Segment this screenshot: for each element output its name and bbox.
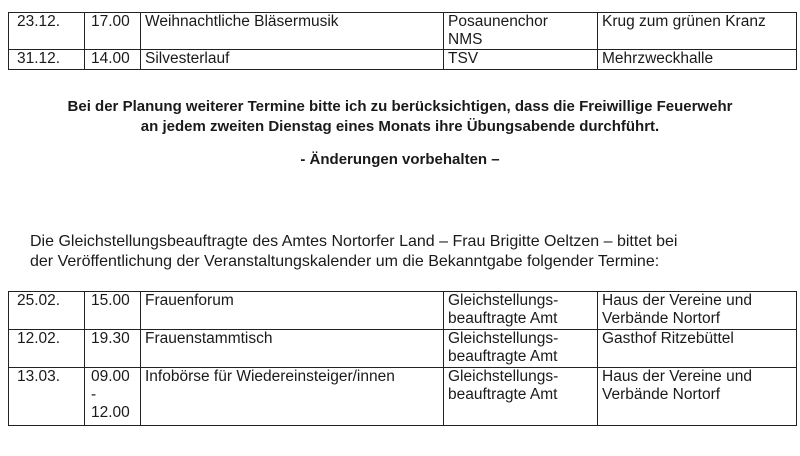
event-location: Haus der Vereine und Verbände Nortorf: [598, 368, 797, 426]
event-title: Silvesterlauf: [141, 50, 444, 70]
event-location: Krug zum grünen Kranz: [598, 13, 797, 50]
event-date: 23.12.: [9, 13, 85, 50]
event-date: 25.02.: [9, 292, 85, 330]
fire-brigade-notice-line2: an jedem zweiten Dienstag eines Monats ihre Übungsabende durchführt.: [140, 118, 660, 135]
event-organizer: Gleichstellungs- beauftragte Amt: [444, 368, 598, 426]
event-organizer: Gleichstellungs- beauftragte Amt: [444, 292, 598, 330]
table-row: [9, 13, 797, 50]
event-organizer: Gleichstellungs- beauftragte Amt: [444, 330, 598, 368]
event-title: Frauenforum: [141, 292, 444, 330]
events-table-bottom: [8, 291, 797, 426]
table-row: [9, 330, 797, 368]
event-title: Frauenstammtisch: [141, 330, 444, 368]
event-time: 19.30: [85, 330, 141, 368]
intro-paragraph-line2: der Veröffentlichung der Veranstaltungskalender um die Bekanntgabe folgender Termine:: [30, 253, 660, 270]
event-title: Infobörse für Wiedereinsteiger/innen: [141, 368, 444, 426]
events-table-top: [8, 12, 797, 70]
changes-reserved-note: - Änderungen vorbehalten –: [300, 151, 500, 168]
fire-brigade-notice-line1: Bei der Planung weiterer Termine bitte ich zu berücksichtigen, dass die Freiwillige Feuerwehr: [67, 98, 733, 115]
event-location: Mehrzweckhalle: [598, 50, 797, 70]
event-date: 12.02.: [9, 330, 85, 368]
event-date: 31.12.: [9, 50, 85, 70]
event-time: 17.00: [85, 13, 141, 50]
event-date: 13.03.: [9, 368, 85, 426]
intro-paragraph-line1: Die Gleichstellungsbeauftragte des Amtes Nortorfer Land – Frau Brigitte Oeltzen – bittet bei: [30, 233, 678, 250]
event-title: Weihnachtliche Bläsermusik: [141, 13, 444, 50]
table-row: [9, 368, 797, 426]
event-organizer: Posaunenchor NMS: [444, 13, 598, 50]
event-organizer: TSV: [444, 50, 598, 70]
table-row: [9, 50, 797, 70]
table-row: [9, 292, 797, 330]
event-location: Haus der Vereine und Verbände Nortorf: [598, 292, 797, 330]
event-time: 15.00: [85, 292, 141, 330]
event-time: 09.00 - 12.00: [85, 368, 141, 426]
event-location: Gasthof Ritzebüttel: [598, 330, 797, 368]
event-time: 14.00: [85, 50, 141, 70]
